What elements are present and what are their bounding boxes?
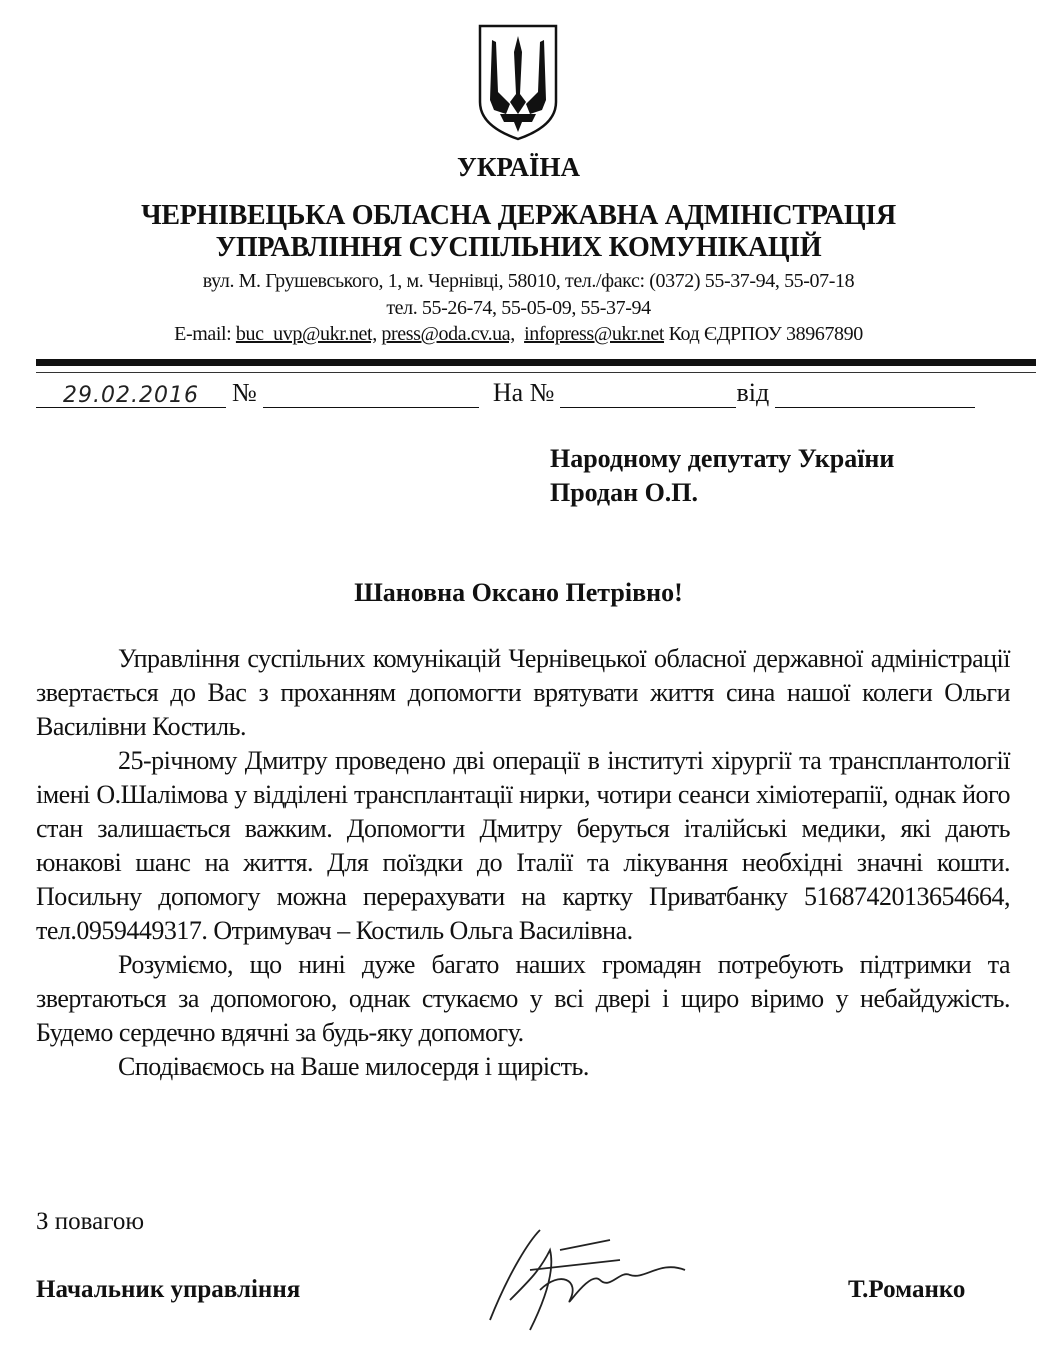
reply-number-label: На № <box>492 378 555 407</box>
email-link[interactable]: infopress@ukr.net <box>524 323 665 345</box>
country-heading: УКРАЇНА <box>457 152 580 182</box>
handwritten-date: 29.02.2016 <box>63 383 199 408</box>
addressee-name: Продан О.П. <box>550 478 699 507</box>
department-name: УПРАВЛІННЯ СУСПІЛЬНИХ КОМУНІКАЦІЙ <box>215 232 822 263</box>
paragraph: Сподіваємось на Ваше милосердя і щирість. <box>118 1052 589 1081</box>
signer-position: Начальник управління <box>36 1276 301 1303</box>
closing-regards: З повагою <box>36 1208 145 1235</box>
phones-line: тел. 55-26-74, 55-05-09, 55-37-94 <box>386 297 651 319</box>
header-divider <box>36 359 1036 366</box>
header-divider-thin <box>36 372 1036 373</box>
signer-name: Т.Романко <box>848 1276 966 1303</box>
paragraph: Управління суспільних комунікацій Чернівецької обласної державної адміністрації звертається до Вас з проханням допомогти врятувати життя сина нашої колеги Ольги Василівни Костиль. <box>36 644 1010 741</box>
organization-name: ЧЕРНІВЕЦЬКА ОБЛАСНА ДЕРЖАВНА АДМІНІСТРАЦІЯ <box>141 200 896 231</box>
reply-number-field <box>560 379 736 408</box>
email-line <box>0 323 1037 346</box>
registration-row <box>36 378 1036 408</box>
email-link[interactable]: buc_uvp@ukr.net, <box>235 323 377 345</box>
edrpou-code: Код ЄДРПОУ 38967890 <box>664 323 863 345</box>
from-date-field <box>775 379 975 408</box>
salutation: Шановна Оксано Петрівно! <box>354 578 683 607</box>
email-link[interactable]: press@oda.cv.ua, <box>381 323 515 345</box>
addressee-title: Народному депутату України <box>550 444 895 473</box>
signature-icon <box>470 1210 700 1350</box>
paragraph: Розуміємо, що нині дуже багато наших громадян потребують підтримки та звертаються за допомогою, однак стукаємо у всі двері і щиро віримо у небайдужість. Будемо сердечно вдячні за будь-яку допомогу. <box>36 950 1010 1047</box>
address-line: вул. М. Грушевського, 1, м. Чернівці, 58010, тел./факс: (0372) 55-37-94, 55-07-18 <box>202 270 855 292</box>
paragraph: 25-річному Дмитру проведено дві операції в інституті хірургії та трансплантології імені О.Шалімова у відділені трансплантації нирки, чотири сеанси хіміотерапії, однак його стан залишається важким. Допомогти Дмитру беруться італійські медики, які дають юнакові шанс на життя. Для поїздки до Італії та лікування необхідні значні кошти. Посильну допомогу можна перерахувати на картку Приватбанку 5168742013654664, тел.0959449317. Отримувач – Костиль Ольга Василівна. <box>36 746 1010 945</box>
coat-of-arms-icon <box>476 22 560 142</box>
date-field <box>36 379 226 408</box>
number-field <box>263 379 479 408</box>
email-label: E-mail: <box>174 323 236 345</box>
number-label: № <box>232 378 257 407</box>
from-label: від <box>736 378 770 407</box>
letter-body <box>36 642 1010 1084</box>
